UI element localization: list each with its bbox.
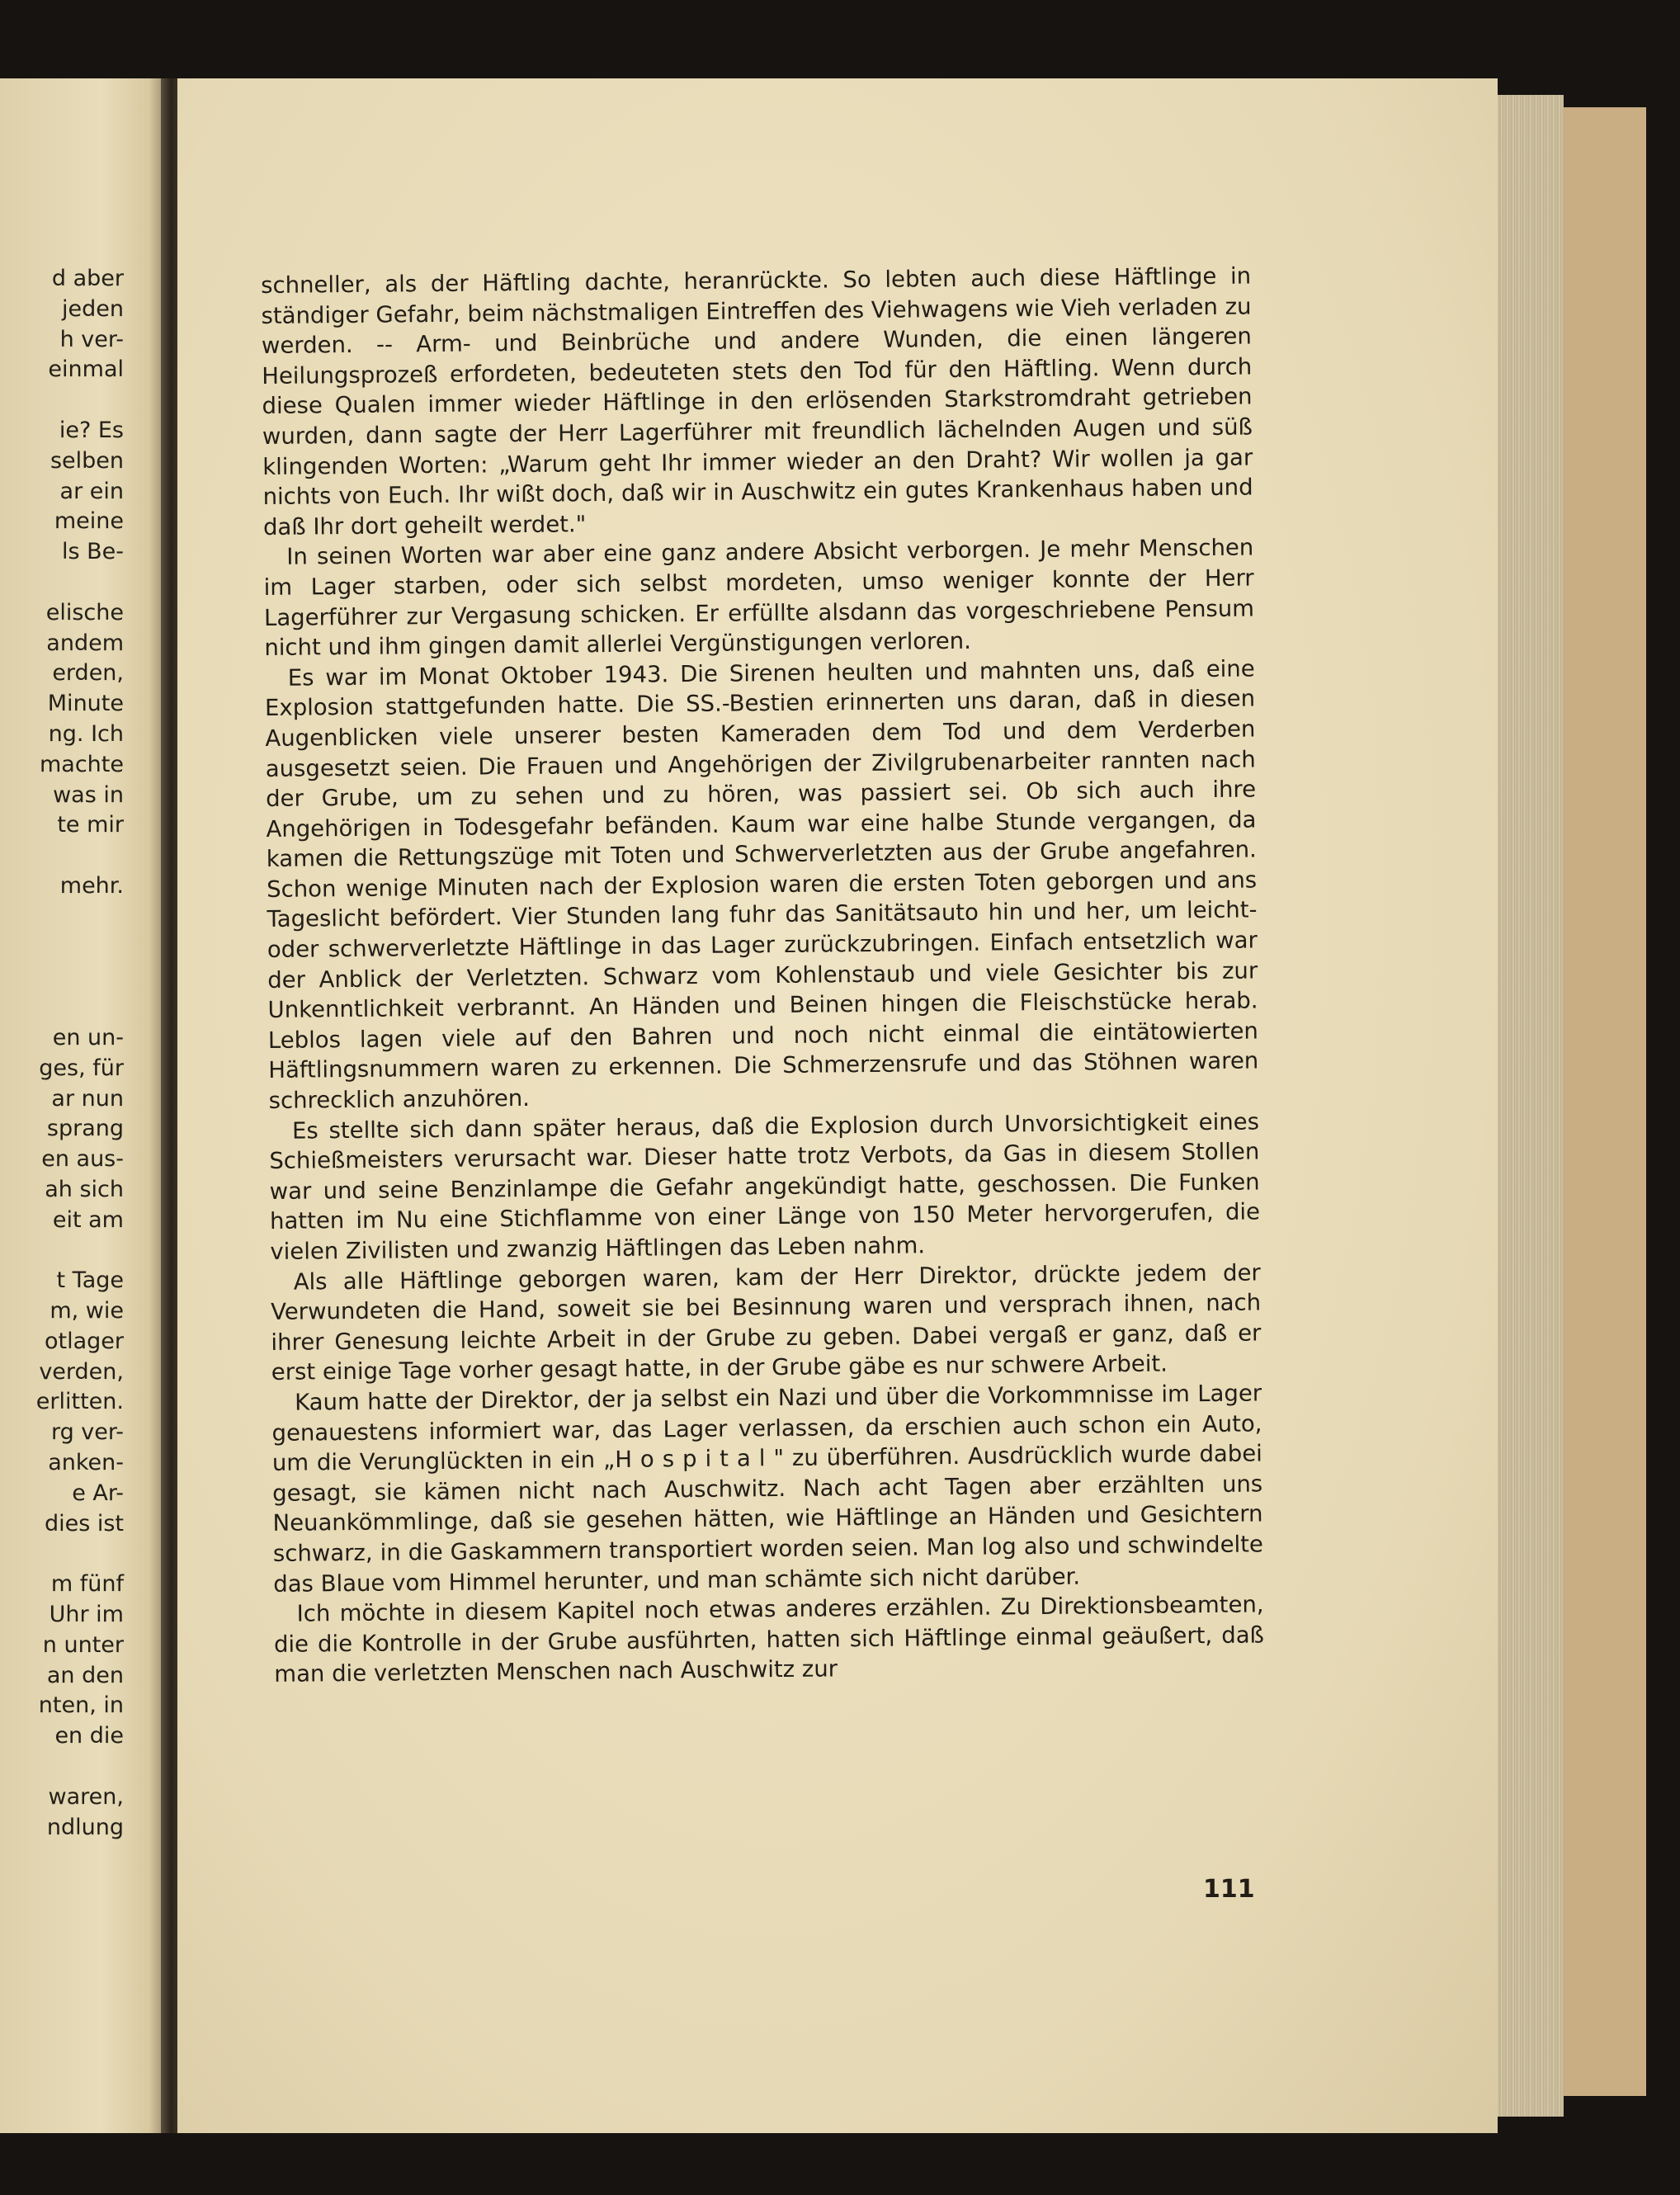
spaced-word-hospital: Hospital: [615, 1445, 774, 1474]
left-page-fragment: einmal: [48, 356, 124, 383]
left-page-fragment: mehr.: [59, 872, 124, 899]
left-page-fragment: h ver-: [59, 326, 124, 352]
paragraph-2: In seinen Worten war aber eine ganz andere Absicht verborgen. Je mehr Menschen im Lager starben, oder sich selbst mordeten, umso weniger konnte der Herr Lagerführer zur Vergasung schicken. Er erfüllte alsdann das vorgeschriebene Pensum nicht und ihm gingen damit allerlei Vergünstigungen verloren.: [263, 534, 1255, 662]
left-page-fragment: andem: [46, 630, 124, 656]
paragraph-7: Ich möchte in diesem Kapitel noch etwas anderes erzählen. Zu Direktionsbeamten, die die Kontrolle in der Grube ausführten, hatten sich Häftlinge einmal geäußert, daß man die verletzten Menschen nach Auschwitz zur: [273, 1591, 1265, 1688]
left-page-fragment: ar ein: [59, 478, 124, 504]
left-page-fragment: [0, 568, 124, 598]
left-page-fragment: machte: [39, 751, 124, 777]
left-page-fragment: ndlung: [46, 1814, 124, 1840]
left-page-fragment: [0, 1539, 124, 1570]
left-page-fragment: [0, 841, 124, 871]
left-page-fragment: eit am: [52, 1206, 124, 1233]
left-page-fragment: [0, 1236, 124, 1267]
left-page-fragment: e Ar-: [72, 1480, 124, 1506]
left-page-fragment: erlitten.: [35, 1389, 124, 1415]
left-page-fragment: was in: [53, 781, 124, 808]
left-page-fragment: dies ist: [44, 1510, 124, 1536]
left-page-fragment: elische: [45, 599, 124, 625]
left-page-fragment: d aber: [51, 266, 124, 291]
paragraph-6-before: Kaum hatte der Direktor, der ja selbst ein Nazi und über die Vorkommnisse im Lager genauestens informiert war, das Lager verlassen, da erschien auch schon ein Auto, um die Verunglückten in ein „: [271, 1380, 1262, 1477]
left-page-fragment: waren,: [48, 1783, 124, 1810]
left-page-fragment: ie? Es: [59, 417, 124, 443]
left-page-fragment: meine: [54, 508, 124, 535]
left-page-fragment: [0, 962, 124, 993]
left-page-fragment: [0, 385, 124, 416]
left-page-fragment: selben: [50, 447, 124, 474]
left-page-fragment: anken-: [48, 1450, 124, 1476]
left-page-fragment: en die: [54, 1723, 124, 1749]
left-page-fragment: en aus-: [41, 1146, 124, 1173]
left-page-fragment: n unter: [42, 1631, 124, 1658]
page-number: 111: [1203, 1875, 1255, 1904]
left-page-fragment: Minute: [47, 691, 124, 717]
left-page-fragment: ar nun: [51, 1085, 124, 1112]
left-page-fragment: en un-: [52, 1024, 124, 1050]
left-page-fragment: nten, in: [38, 1692, 124, 1719]
left-page-fragment: ng. Ich: [48, 720, 124, 747]
left-page-fragment: [0, 993, 124, 1023]
left-page-fragment: m, wie: [50, 1298, 124, 1324]
left-page-fragment: te mir: [57, 812, 124, 838]
main-text-body: [261, 261, 1264, 1689]
left-page-fragment: an den: [46, 1662, 124, 1688]
left-page-fragment: otlager: [44, 1328, 124, 1354]
paragraph-6: [271, 1378, 1263, 1599]
page-block-edge: [1498, 95, 1564, 2117]
paragraph-1: schneller, als der Häftling dachte, heranrückte. So lebten auch diese Häftlinge in ständiger Gefahr, beim nächstmaligen Eintreffen des Viehwagens wie Vieh verladen zu werden. -- Arm- und Beinbrüche und andere Wunden, die einen längeren Heilungsprozeß erfordeten, bedeuteten stets den Tod für den Häftling. Wenn durch diese Qualen immer wieder Häftlinge in den erlösenden Starkstromdraht getrieben wurden, dann sagte der Herr Lagerführer mit freundlich lächelnden Augen und süß klingenden Worten: „Warum geht Ihr immer wieder an den Draht? Wir wollen ja gar nichts von Euch. Ihr wißt doch, daß wir in Auschwitz ein gutes Krankenhaus haben und daß Ihr dort geheilt werdet.": [261, 262, 1253, 540]
left-page-fragment: jeden: [62, 295, 124, 322]
left-page-fragment: [0, 902, 124, 932]
left-page-fragment: erden,: [52, 660, 124, 687]
book-cover-edge: [1564, 107, 1646, 2096]
left-page-fragment: m fünf: [50, 1571, 124, 1598]
paragraph-5: Als alle Häftlinge geborgen waren, kam der Herr Direktor, drückte jedem der Verwundeten die Hand, soweit sie bei Besinnung waren und versprach ihnen, nach ihrer Genesung leichte Arbeit in der Grube zu geben. Dabei vergaß er ganz, daß er erst einige Tage vorher gesagt hatte, in der Grube gäbe es nur schwere Arbeit.: [270, 1259, 1262, 1386]
left-page-fragment: verden,: [39, 1358, 124, 1385]
paragraph-3: Es war im Monat Oktober 1943. Die Sirenen heulten und mahnten uns, daß eine Explosion stattgefunden hatte. Die SS.-Bestien erinnerten uns daran, daß in diesen Augenblicken viele unserer besten Kameraden dem Tod und dem Verderben ausgesetzt seien. Die Frauen und Angehörigen der Zivilgrubenarbeiter rannten nach der Grube, um zu sehen und zu hören, was passiert sei. Ob sich auch ihre Angehörigen in Todesgefahr befänden. Kaum war eine halbe Stunde vergangen, da kamen die Rettungszüge mit Toten und Schwerverletzten aus der Grube angefahren. Schon wenige Minuten nach der Explosion waren die ersten Toten geborgen und ans Tageslicht befördert. Vier Stunden lang fuhr das Sanitätsauto hin und her, um leicht- oder schwerverletzte Häftlinge in das Lager zurückzubringen. Einfach entsetzlich war der Anblick der Verletzten. Schwarz vom Kohlenstaub und viele Gesichter bis zur Unkenntlichkeit verbrannt. An Händen und Beinen hingen die Fleischstücke herab. Leblos lagen viele auf den Bahren und noch nicht einmal die eintätowierten Häftlingsnummern waren zu erkennen. Die Schmerzensrufe und das Stöhnen waren schrecklich anzuhören.: [264, 655, 1259, 1114]
left-page-fragment: ges, für: [39, 1055, 124, 1081]
left-page-fragment: [0, 932, 124, 963]
left-page-fragment: rg ver-: [50, 1419, 124, 1446]
paragraph-4: Es stellte sich dann später heraus, daß die Explosion durch Unvorsichtigkeit eines Schießmeisters verursacht war. Dieser hatte trotz Verbots, da Gas in diesem Stollen war und seine Benzinlampe die Gefahr angekündigt hatte, geschossen. Die Funken hatten im Nu eine Stichflamme von einer Länge von 150 Meter hervorgerufen, die vielen Zivilisten und zwanzig Häftlingen das Leben nahm.: [269, 1108, 1261, 1265]
left-page-text-fragments: [0, 264, 124, 1843]
left-page-fragment: Uhr im: [49, 1602, 124, 1628]
left-page-fragment: t Tage: [56, 1267, 124, 1294]
left-page-fragment: ah sich: [45, 1176, 124, 1202]
left-page-fragment: [0, 1752, 124, 1782]
paragraph-6-after: " zu überführen. Ausdrücklich wurde dabei gesagt, sie kämen nicht nach Auschwitz. Nach acht Tagen aber erzählten uns Neuankömmlinge, daß sie gesehen hätten, wie Häftlinge an Händen und Gesichtern schwarz, in die Gaskammern transportiert worden seien. Man log also und schwindelte das Blaue vom Himmel herunter, und man schämte sich nicht darüber.: [272, 1440, 1264, 1598]
left-page-fragment: sprang: [46, 1116, 124, 1142]
left-page-fragment: ls Be-: [61, 539, 124, 565]
